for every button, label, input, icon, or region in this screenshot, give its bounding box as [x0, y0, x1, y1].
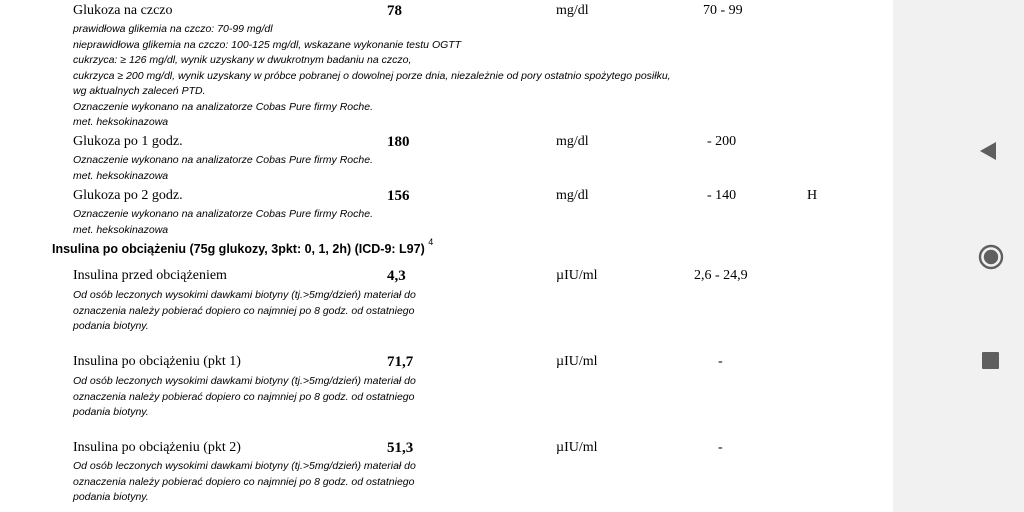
test-range: - 200 — [707, 134, 737, 149]
test-range: 70 - 99 — [703, 3, 743, 18]
back-triangle-icon[interactable] — [978, 140, 1000, 162]
home-circle-icon — [978, 244, 1004, 270]
test-notes — [73, 207, 373, 238]
test-name: Glukoza po 2 godz. — [73, 188, 183, 203]
note-line: met. heksokinazowa — [73, 169, 169, 182]
test-unit: mg/dl — [556, 3, 589, 18]
note-line: cukrzyca ≥ 200 mg/dl, wynik uzyskany w próbce pobranej o dowolnej porze dnia, niezależnie od pory ostatnio spożytego posiłku, — [73, 69, 671, 82]
section-title: Insulina po obciążeniu (75g glukozy, 3pkt: 0, 1, 2h) (ICD-9: L97) — [52, 242, 425, 257]
test-notes — [73, 374, 416, 421]
note-line: Oznaczenie wykonano na analizatorze Cobas Pure firmy Roche. — [73, 208, 373, 220]
test-range: - — [718, 354, 723, 369]
note-line: met. heksokinazowa — [73, 116, 169, 128]
test-unit: µIU/ml — [556, 354, 598, 369]
note-line: oznaczenia należy pobierać dopiero co najmniej po 8 godz. od ostatniego — [73, 475, 415, 488]
note-line: podania biotyny. — [73, 406, 149, 418]
note-line: nieprawidłowa glikemia na czczo: 100-125 mg/dl, wskazane wykonanie testu OGTT — [73, 38, 462, 51]
note-line: oznaczenia należy pobierać dopiero co najmniej po 8 godz. od ostatniego — [73, 390, 415, 403]
section-superscript: 4 — [428, 237, 434, 247]
navigation-bar — [893, 0, 1024, 512]
test-value: 156 — [387, 188, 410, 204]
note-line: Od osób leczonych wysokimi dawkami biotyny (tj.>5mg/dzień) materiał do — [73, 375, 416, 387]
note-line: prawidłowa glikemia na czczo: 70-99 mg/dl — [73, 23, 273, 35]
note-line: Od osób leczonych wysokimi dawkami biotyny (tj.>5mg/dzień) materiał do — [73, 289, 416, 301]
test-range: - — [718, 440, 723, 455]
test-unit: µIU/ml — [556, 440, 598, 455]
note-line: cukrzyca: ≥ 126 mg/dl, wynik uzyskany w dwukrotnym badaniu na czczo, — [73, 54, 412, 66]
test-value: 78 — [387, 3, 402, 19]
back-triangle-icon — [978, 140, 1000, 162]
note-line: wg aktualnych zaleceń PTD. — [73, 85, 206, 97]
test-name: Glukoza po 1 godz. — [73, 134, 183, 149]
test-notes — [73, 22, 671, 131]
test-name: Glukoza na czczo — [73, 3, 173, 18]
home-circle-icon[interactable] — [978, 244, 1004, 270]
test-value: 4,3 — [387, 268, 406, 284]
note-line: met. heksokinazowa — [73, 223, 169, 236]
test-value: 180 — [387, 134, 410, 150]
note-line: Oznaczenie wykonano na analizatorze Cobas Pure firmy Roche. — [73, 100, 373, 113]
test-unit: mg/dl — [556, 134, 589, 149]
note-line: Oznaczenie wykonano na analizatorze Cobas Pure firmy Roche. — [73, 154, 373, 166]
note-line: podania biotyny. — [73, 491, 149, 503]
test-value: 51,3 — [387, 440, 414, 456]
test-value: 71,7 — [387, 354, 414, 370]
test-notes — [73, 288, 416, 335]
test-notes — [73, 459, 416, 506]
high-flag: H — [807, 188, 818, 203]
test-unit: mg/dl — [556, 188, 589, 203]
test-name: Insulina przed obciążeniem — [73, 268, 227, 283]
test-range: 2,6 - 24,9 — [694, 268, 748, 283]
note-line: Od osób leczonych wysokimi dawkami biotyny (tj.>5mg/dzień) materiał do — [73, 460, 416, 472]
test-unit: µIU/ml — [556, 268, 598, 283]
section-heading — [52, 237, 434, 257]
recent-apps-square-icon[interactable] — [982, 352, 999, 369]
note-line: oznaczenia należy pobierać dopiero co najmniej po 8 godz. od ostatniego — [73, 304, 415, 317]
test-name: Insulina po obciążeniu (pkt 2) — [73, 440, 241, 455]
note-line: podania biotyny. — [73, 320, 149, 332]
test-notes — [73, 153, 373, 184]
test-range: - 140 — [707, 188, 737, 203]
test-name: Insulina po obciążeniu (pkt 1) — [73, 354, 241, 369]
